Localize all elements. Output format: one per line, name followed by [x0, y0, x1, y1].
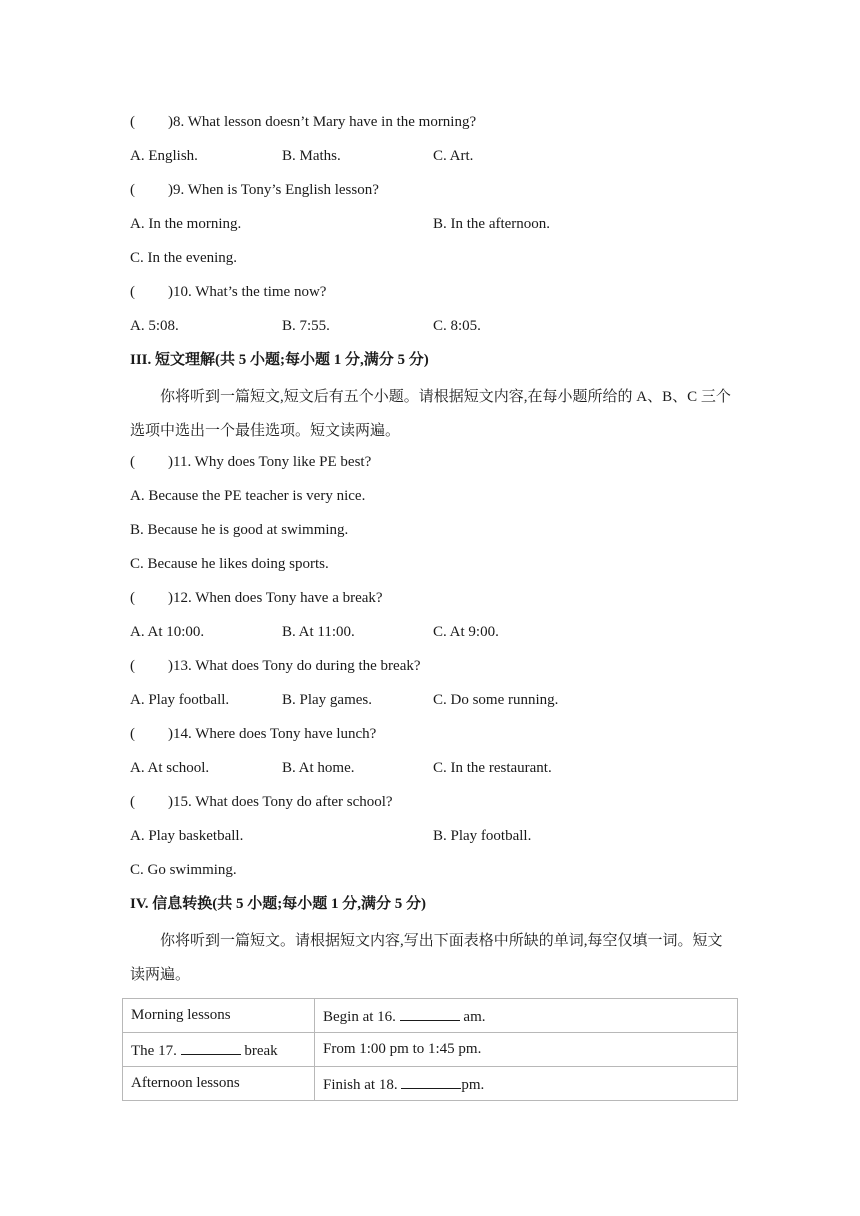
- question-text: 14. Where does Tony have lunch?: [173, 726, 377, 742]
- info-table: [122, 998, 738, 1101]
- table-cell: [123, 1067, 315, 1101]
- question-10-options: [130, 312, 740, 346]
- table-row: [123, 999, 738, 1033]
- table-cell: [315, 1067, 738, 1101]
- answer-paren-close: ): [168, 726, 173, 742]
- answer-paren-open: (: [130, 794, 135, 810]
- option-b: B. Maths.: [282, 148, 341, 164]
- question-15-options-row1: [130, 822, 740, 856]
- table-cell: [123, 999, 315, 1033]
- answer-paren-close: ): [168, 658, 173, 674]
- answer-paren-close: ): [168, 590, 173, 606]
- option-a: A. At 10:00.: [130, 624, 205, 640]
- section-4-instructions: 你将听到一篇短文。请根据短文内容,写出下面表格中所缺的单词,每空仅填一词。短文读两遍。: [130, 933, 723, 983]
- cell-text: From 1:00 pm to 1:45 pm.: [323, 1041, 482, 1057]
- question-text: 11. Why does Tony like PE best?: [173, 454, 372, 470]
- question-text: 13. What does Tony do during the break?: [173, 658, 421, 674]
- option-a: A. English.: [130, 148, 198, 164]
- question-8: [130, 108, 740, 142]
- question-text: 8. What lesson doesn’t Mary have in the morning?: [173, 114, 477, 130]
- cell-text: break: [240, 1042, 278, 1059]
- option-b: B. Play games.: [282, 692, 372, 708]
- question-13-options: [130, 686, 740, 720]
- option-a: A. Because the PE teacher is very nice.: [130, 488, 366, 504]
- fill-blank-18[interactable]: [401, 1074, 461, 1089]
- exam-page: [130, 108, 740, 1101]
- question-8-options: [130, 142, 740, 176]
- table-row: [123, 1067, 738, 1101]
- cell-text: am.: [459, 1008, 486, 1025]
- table-cell: [315, 1033, 738, 1067]
- answer-paren-close: ): [168, 284, 173, 300]
- option-a: A. 5:08.: [130, 318, 179, 334]
- option-b: B. Because he is good at swimming.: [130, 522, 349, 538]
- option-b: B. In the afternoon.: [433, 216, 551, 232]
- fill-blank-16[interactable]: [400, 1006, 460, 1021]
- answer-paren-close: ): [168, 794, 173, 810]
- fill-blank-17[interactable]: [181, 1040, 241, 1055]
- option-a: A. Play football.: [130, 692, 230, 708]
- table-cell: [123, 1033, 315, 1067]
- answer-paren-open: (: [130, 454, 135, 470]
- question-14: [130, 720, 740, 754]
- cell-text: pm.: [461, 1076, 485, 1093]
- option-c: C. At 9:00.: [433, 624, 499, 640]
- option-c: C. 8:05.: [433, 318, 481, 334]
- question-9: [130, 176, 740, 210]
- question-15: [130, 788, 740, 822]
- cell-text: Finish at 18.: [323, 1076, 402, 1093]
- option-b: B. At 11:00.: [282, 624, 355, 640]
- answer-paren-open: (: [130, 182, 135, 198]
- question-text: 9. When is Tony’s English lesson?: [173, 182, 379, 198]
- answer-paren-open: (: [130, 284, 135, 300]
- answer-paren-close: ): [168, 114, 173, 130]
- option-a: A. Play basketball.: [130, 828, 244, 844]
- option-c: C. Go swimming.: [130, 862, 237, 878]
- answer-paren-open: (: [130, 590, 135, 606]
- question-text: 12. When does Tony have a break?: [173, 590, 383, 606]
- answer-paren-open: (: [130, 114, 135, 130]
- answer-paren-open: (: [130, 726, 135, 742]
- question-11: [130, 448, 740, 482]
- option-c: C. Because he likes doing sports.: [130, 556, 329, 572]
- question-10: [130, 278, 740, 312]
- option-a: A. In the morning.: [130, 216, 242, 232]
- option-a: A. At school.: [130, 760, 210, 776]
- answer-paren-close: ): [168, 454, 173, 470]
- section-3-instructions: 你将听到一篇短文,短文后有五个小题。请根据短文内容,在每小题所给的 A、B、C 三个选项中选出一个最佳选项。短文读两遍。: [130, 389, 731, 439]
- option-c: C. In the evening.: [130, 250, 238, 266]
- cell-text: Afternoon lessons: [131, 1075, 240, 1091]
- question-13: [130, 652, 740, 686]
- cell-text: The 17.: [131, 1042, 181, 1059]
- section-4-title: IV. 信息转换(共 5 小题;每小题 1 分,满分 5 分): [130, 896, 426, 912]
- question-9-options-row1: [130, 210, 740, 244]
- table-row: [123, 1033, 738, 1067]
- option-c: C. Do some running.: [433, 692, 559, 708]
- question-12: [130, 584, 740, 618]
- question-14-options: [130, 754, 740, 788]
- option-c: C. In the restaurant.: [433, 760, 552, 776]
- section-3-title: III. 短文理解(共 5 小题;每小题 1 分,满分 5 分): [130, 352, 429, 368]
- option-b: B. 7:55.: [282, 318, 330, 334]
- option-c: C. Art.: [433, 148, 474, 164]
- question-9-options-row2: [130, 244, 740, 278]
- option-b: B. At home.: [282, 760, 355, 776]
- answer-paren-close: ): [168, 182, 173, 198]
- cell-text: Begin at 16.: [323, 1008, 400, 1025]
- question-text: 10. What’s the time now?: [173, 284, 327, 300]
- question-text: 15. What does Tony do after school?: [173, 794, 393, 810]
- answer-paren-open: (: [130, 658, 135, 674]
- cell-text: Morning lessons: [131, 1007, 231, 1023]
- table-cell: [315, 999, 738, 1033]
- option-b: B. Play football.: [433, 828, 532, 844]
- question-12-options: [130, 618, 740, 652]
